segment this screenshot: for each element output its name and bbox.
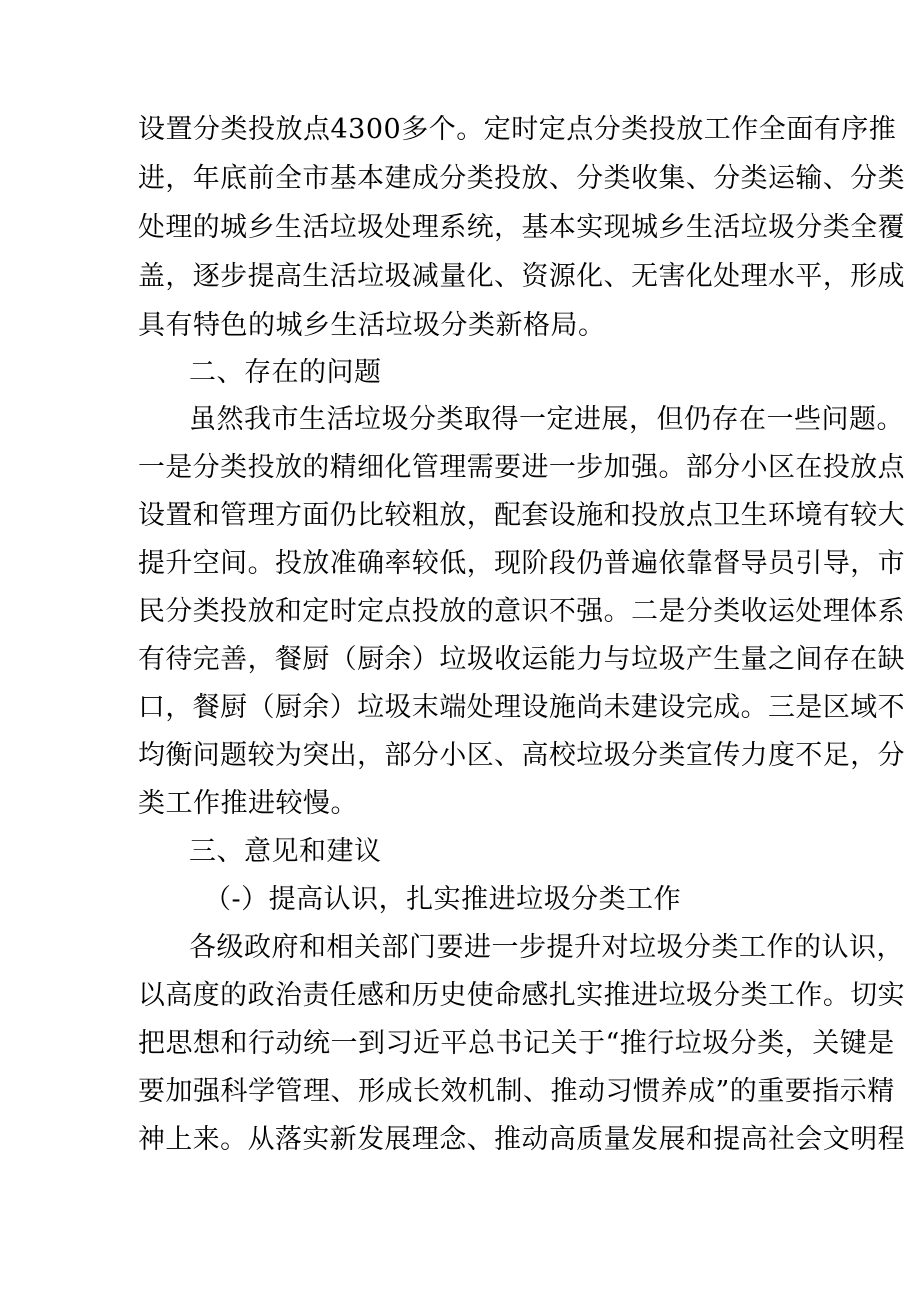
text-line-14: 均衡问题较为突出，部分小区、高校垃圾分类宣传力度不足，分 — [138, 740, 905, 771]
text-line-3: 处理的城乡生活垃圾处理系统，基本实现城乡生活垃圾分类全覆 — [138, 212, 905, 243]
text-line-15: 类工作推进较慢。 — [138, 788, 358, 819]
text-line-11: 民分类投放和定时定点投放的意识不强。二是分类收运处理体系 — [138, 596, 905, 627]
text-line-10: 提升空间。投放准确率较低，现阶段仍普遍依靠督导员引导，市 — [138, 548, 905, 579]
text-line-12: 有待完善，餐厨（厨余）垃圾收运能力与垃圾产生量之间存在缺 — [138, 644, 905, 675]
subsection-heading-1: （-）提高认识，扎实推进垃圾分类工作 — [204, 884, 682, 915]
text-line-7: 虽然我市生活垃圾分类取得一定进展，但仍存在一些问题。 — [189, 404, 904, 435]
text-line-18: 各级政府和相关部门要进一步提升对垃圾分类工作的认识， — [189, 932, 904, 963]
text-line-2: 进，年底前全市基本建成分类投放、分类收集、分类运输、分类 — [138, 163, 905, 194]
text-line-19: 以高度的政治责任感和历史使命感扎实推进垃圾分类工作。切实 — [138, 980, 905, 1011]
text-line-22: 神上来。从落实新发展理念、推动高质量发展和提高社会文明程 — [138, 1124, 905, 1155]
section-heading-3: 三、意见和建议 — [189, 836, 382, 867]
text-line-4: 盖，逐步提高生活垃圾减量化、资源化、无害化处理水平，形成 — [138, 261, 905, 292]
section-heading-2: 二、存在的问题 — [189, 357, 382, 388]
text-line-21: 要加强科学管理、形成长效机制、推动习惯养成”的重要指示精 — [138, 1076, 895, 1107]
text-line-20: 把思想和行动统一到习近平总书记关于“推行垃圾分类，关键是 — [138, 1028, 895, 1059]
text-line-9: 设置和管理方面仍比较粗放，配套设施和投放点卫生环境有较大 — [138, 500, 905, 531]
text-line-1: 设置分类投放点4300多个。定时定点分类投放工作全面有序推 — [138, 114, 897, 145]
text-line-5: 具有特色的城乡生活垃圾分类新格局。 — [138, 310, 606, 341]
text-line-8: 一是分类投放的精细化管理需要进一步加强。部分小区在投放点 — [138, 452, 905, 483]
text-line-13: 口，餐厨（厨余）垃圾末端处理设施尚未建设完成。三是区域不 — [138, 692, 905, 723]
